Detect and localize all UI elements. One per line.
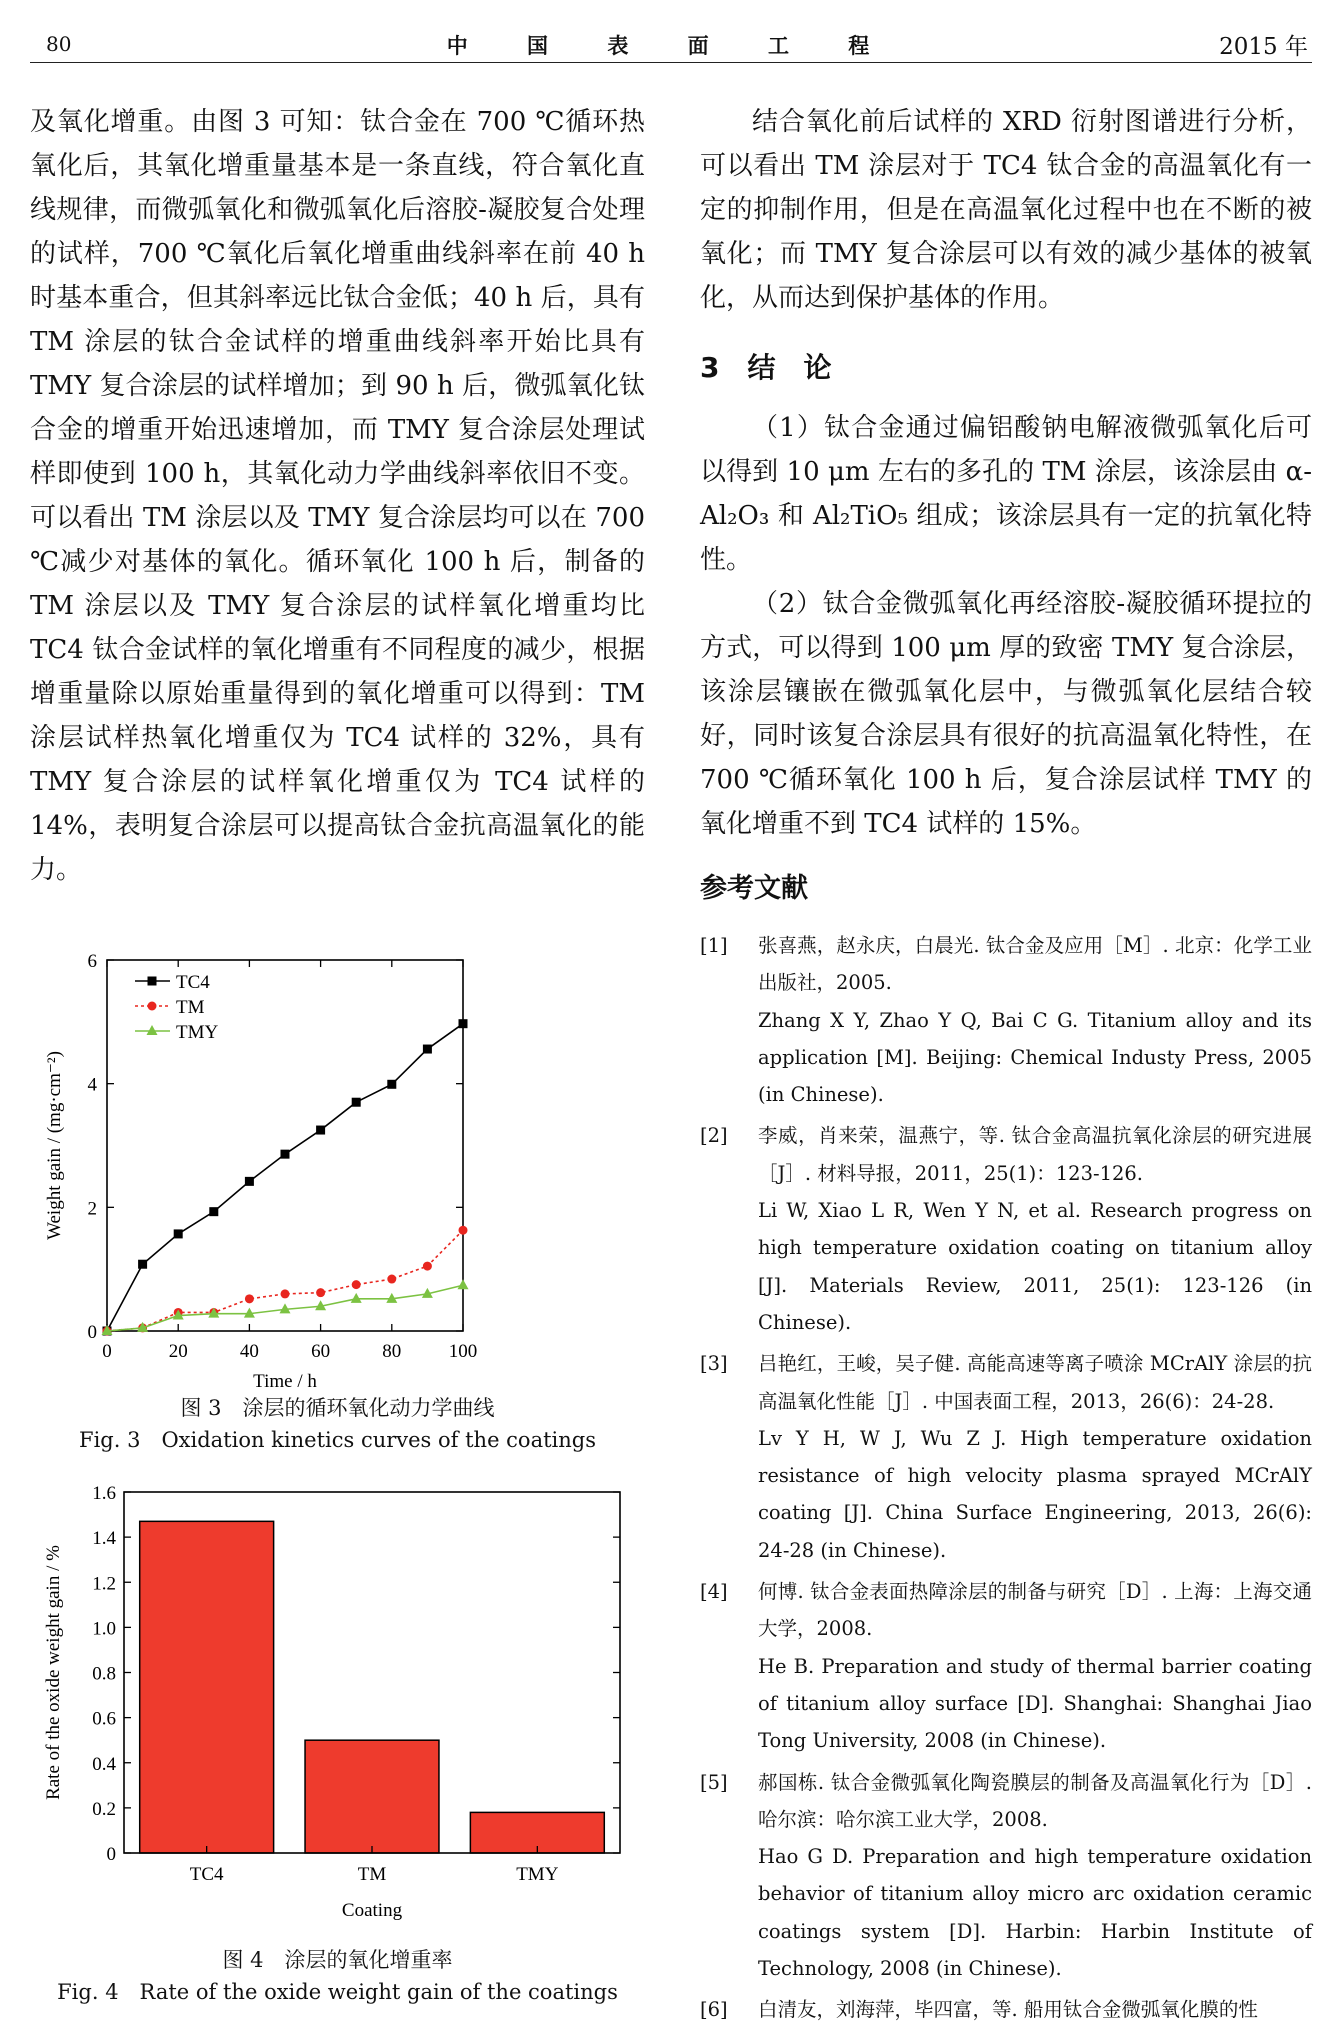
reference-number: [6] bbox=[700, 1998, 728, 2022]
y-tick-label: 1.2 bbox=[92, 1573, 116, 1595]
y-tick-label: 0.8 bbox=[92, 1663, 116, 1685]
data-point bbox=[423, 1262, 432, 1271]
data-point bbox=[209, 1207, 218, 1216]
reference-text-zh: 张喜燕，赵永庆，白晨光. 钛合金及应用［M］. 北京：化学工业出版社，2005. bbox=[758, 934, 1312, 995]
series-tmy bbox=[102, 1279, 469, 1335]
data-point bbox=[316, 1126, 325, 1135]
figure-4 bbox=[30, 1480, 645, 2013]
y-tick-label: 2 bbox=[87, 1198, 97, 1220]
data-point bbox=[459, 1226, 468, 1235]
figure-3-caption-en: Fig. 3 Oxidation kinetics curves of the coatings bbox=[79, 1428, 596, 1452]
data-point bbox=[458, 1279, 469, 1289]
data-point bbox=[316, 1288, 325, 1297]
reference-text-en: Zhang X Y, Zhao Y Q, Bai C G. Titanium alloy and its application [M]. Beijing: Chemical Industy Press, 2005 (in Chinese). bbox=[758, 1008, 1312, 1107]
legend-label: TC4 bbox=[176, 972, 210, 993]
x-axis-label: Coating bbox=[341, 1900, 403, 1921]
body-paragraph-right: 结合氧化前后试样的 XRD 衍射图谱进行分析，可以看出 TM 涂层对于 TC4 钛合金的高温氧化有一定的抑制作用，但是在高温氧化过程中也在不断的被氧化；而 TMY 复合涂层可以有效的减少基体的被氧化，从而达到保护基体的作用。 bbox=[700, 107, 1312, 313]
data-point bbox=[147, 1025, 158, 1035]
reference-item bbox=[700, 1764, 1312, 1988]
figure-3-caption-zh: 图 3 涂层的循环氧化动力学曲线 bbox=[180, 1396, 495, 1420]
reference-item bbox=[700, 1991, 1312, 2028]
y-tick-label: 1.6 bbox=[92, 1483, 116, 1504]
data-point bbox=[245, 1294, 254, 1303]
x-tick-label: 20 bbox=[168, 1341, 188, 1362]
data-point bbox=[148, 977, 157, 986]
data-point bbox=[281, 1289, 290, 1298]
journal-title: 中 国 表 面 工 程 bbox=[446, 33, 896, 58]
legend-label: TMY bbox=[176, 1022, 219, 1043]
x-tick-label: TMY bbox=[516, 1864, 559, 1885]
plot-frame bbox=[107, 960, 463, 1331]
oxidation-kinetics-chart bbox=[30, 950, 645, 1390]
reference-item bbox=[700, 927, 1312, 1113]
series-line bbox=[107, 1230, 463, 1331]
data-point bbox=[174, 1229, 183, 1238]
reference-text-zh: 郝国栋. 钛合金微弧氧化陶瓷膜层的制备及高温氧化行为［D］. 哈尔滨：哈尔滨工业大学，2008. bbox=[758, 1770, 1312, 1831]
reference-text-en: He B. Preparation and study of thermal barrier coating of titanium alloy surface [D]. Shanghai: Shanghai Jiao Tong University, 2008 (in Chinese). bbox=[758, 1654, 1312, 1753]
figure-4-caption-en: Fig. 4 Rate of the oxide weight gain of the coatings bbox=[57, 1980, 618, 2004]
data-point bbox=[387, 1275, 396, 1284]
data-point bbox=[352, 1098, 361, 1107]
left-column bbox=[30, 100, 645, 892]
data-point bbox=[245, 1177, 254, 1186]
y-tick-label: 0 bbox=[87, 1322, 97, 1343]
reference-number: [4] bbox=[700, 1580, 728, 1604]
x-tick-label: 0 bbox=[102, 1341, 112, 1362]
reference-number: [1] bbox=[700, 934, 728, 957]
legend bbox=[135, 972, 219, 1043]
reference-item bbox=[700, 1117, 1312, 1341]
y-axis-label: Weight gain / (mg·cm⁻²) bbox=[44, 1051, 65, 1240]
section-title-conclusions: 3 结 论 bbox=[700, 351, 832, 384]
y-tick-label: 1.4 bbox=[92, 1528, 116, 1550]
series-line bbox=[107, 1024, 463, 1331]
series-tm bbox=[103, 1226, 468, 1336]
oxide-weight-gain-rate-chart bbox=[30, 1480, 645, 1950]
page-number: 80 bbox=[46, 32, 72, 56]
y-tick-label: 6 bbox=[87, 951, 97, 972]
y-tick-label: 1.0 bbox=[92, 1618, 116, 1640]
body-paragraph: 及氧化增重。由图 3 可知：钛合金在 700 ℃循环热氧化后，其氧化增重量基本是一条直线，符合氧化直线规律，而微弧氧化和微弧氧化后溶胶-凝胶复合处理的试样，700 ℃氧化后氧化增重曲线斜率在前 40 h 时基本重合，但其斜率远比钛合金低；40 h 后，具有 TM 涂层的钛合金试样的增重曲线斜率开始比具有 TMY 复合涂层的试样增加；到 90 h 后，微弧氧化钛合金的增重开始迅速增加，而 TMY 复合涂层处理试样即使到 100 h，其氧化动力学曲线斜率依旧不变。可以看出 TM 涂层以及 TMY 复合涂层均可以在 700 ℃减少对基体的氧化。循环氧化 100 h 后，制备的 TM 涂层以及 TMY 复合涂层的试样氧化增重均比 TC4 钛合金试样的氧化增重有不同程度的减少，根据增重量除以原始重量得到的氧化增重可以得到：TM 涂层试样热氧化增重仅为 TC4 试样的 32%，具有 TMY 复合涂层的试样氧化增重仅为 TC4 试样的 14%，表明复合涂层可以提高钛合金抗高温氧化的能力。 bbox=[30, 107, 645, 885]
data-point bbox=[351, 1293, 362, 1303]
data-point bbox=[459, 1019, 468, 1028]
conclusion-1: （1）钛合金通过偏铝酸钠电解液微弧氧化后可以得到 10 μm 左右的多孔的 TM 涂层，该涂层由 α-Al₂O₃ 和 Al₂TiO₅ 组成；该涂层具有一定的抗氧化特性。 bbox=[700, 413, 1312, 575]
reference-text-en: Li W, Xiao L R, Wen Y N, et al. Research progress on high temperature oxidation coating on titanium alloy [J]. Materials Review, 2011, 25(1): 123-126 (in Chinese). bbox=[758, 1199, 1312, 1334]
reference-text-zh: 吕艳红，王峻，吴子健. 高能高速等离子喷涂 MCrAlY 涂层的抗高温氧化性能［J］. 中国表面工程，2013，26(6)：24-28. bbox=[758, 1352, 1312, 1413]
conclusion-2: （2）钛合金微弧氧化再经溶胶-凝胶循环提拉的方式，可以得到 100 μm 厚的致密 TMY 复合涂层，该涂层镶嵌在微弧氧化层中，与微弧氧化层结合较好，同时该复合涂层具有很好的抗高温氧化特性，在 700 ℃循环氧化 100 h 后，复合涂层试样 TMY 的氧化增重不到 TC4 试样的 15%。 bbox=[700, 589, 1312, 839]
reference-item bbox=[700, 1573, 1312, 1759]
x-tick-label: 100 bbox=[448, 1341, 478, 1362]
figure-3 bbox=[30, 950, 645, 1455]
reference-number: [3] bbox=[700, 1352, 728, 1376]
data-point bbox=[387, 1080, 396, 1089]
reference-item bbox=[700, 1345, 1312, 1569]
data-point bbox=[352, 1280, 361, 1289]
data-point bbox=[138, 1260, 147, 1269]
x-tick-label: 60 bbox=[311, 1341, 331, 1362]
running-header bbox=[30, 28, 1312, 63]
x-tick-label: TM bbox=[357, 1864, 387, 1885]
reference-number: [2] bbox=[700, 1124, 728, 1148]
journal-year: 2015 年 bbox=[1219, 34, 1308, 60]
y-tick-label: 0.2 bbox=[92, 1798, 116, 1820]
y-tick-label: 0.4 bbox=[92, 1753, 116, 1775]
figure-4-caption-zh: 图 4 涂层的氧化增重率 bbox=[222, 1948, 453, 1972]
reference-list bbox=[700, 927, 1312, 2029]
reference-text-zh: 白清友，刘海萍，毕四富，等. 船用钛合金微弧氧化膜的性 bbox=[758, 1998, 1258, 2022]
x-tick-label: 40 bbox=[239, 1341, 259, 1362]
legend-label: TM bbox=[176, 997, 205, 1018]
reference-text-zh: 李威，肖来荣，温燕宁，等. 钛合金高温抗氧化涂层的研究进展［J］. 材料导报，2011，25(1)：123-126. bbox=[758, 1124, 1312, 1185]
reference-number: [5] bbox=[700, 1770, 728, 1794]
x-tick-label: 80 bbox=[382, 1341, 402, 1362]
y-tick-label: 0.6 bbox=[92, 1708, 116, 1730]
data-point bbox=[148, 1002, 157, 1011]
y-tick-label: 4 bbox=[87, 1074, 97, 1096]
bar bbox=[140, 1521, 274, 1853]
reference-text-en: Hao G D. Preparation and high temperature oxidation behavior of titanium alloy micro arc oxidation ceramic coatings system [D]. Harbin: Harbin Institute of Technology, 2008 (in Chinese). bbox=[758, 1845, 1312, 1981]
x-axis-label: Time / h bbox=[253, 1371, 317, 1390]
right-column bbox=[700, 100, 1312, 2033]
x-tick-label: TC4 bbox=[189, 1864, 224, 1885]
reference-text-zh: 何博. 钛合金表面热障涂层的制备与研究［D］. 上海：上海交通大学，2008. bbox=[758, 1580, 1312, 1641]
y-tick-label: 0 bbox=[106, 1844, 116, 1865]
data-point bbox=[423, 1045, 432, 1054]
data-point bbox=[281, 1150, 290, 1159]
reference-text-en: Lv Y H, W J, Wu Z J. High temperature oxidation resistance of high velocity plasma sprayed MCrAlY coating [J]. China Surface Engineering, 2013, 26(6): 24-28 (in Chinese). bbox=[758, 1426, 1312, 1562]
series-tc4 bbox=[103, 1019, 468, 1335]
y-axis-label: Rate of the oxide weight gain / % bbox=[43, 1545, 64, 1800]
references-title: 参考文献 bbox=[700, 873, 808, 904]
bar bbox=[305, 1740, 439, 1853]
